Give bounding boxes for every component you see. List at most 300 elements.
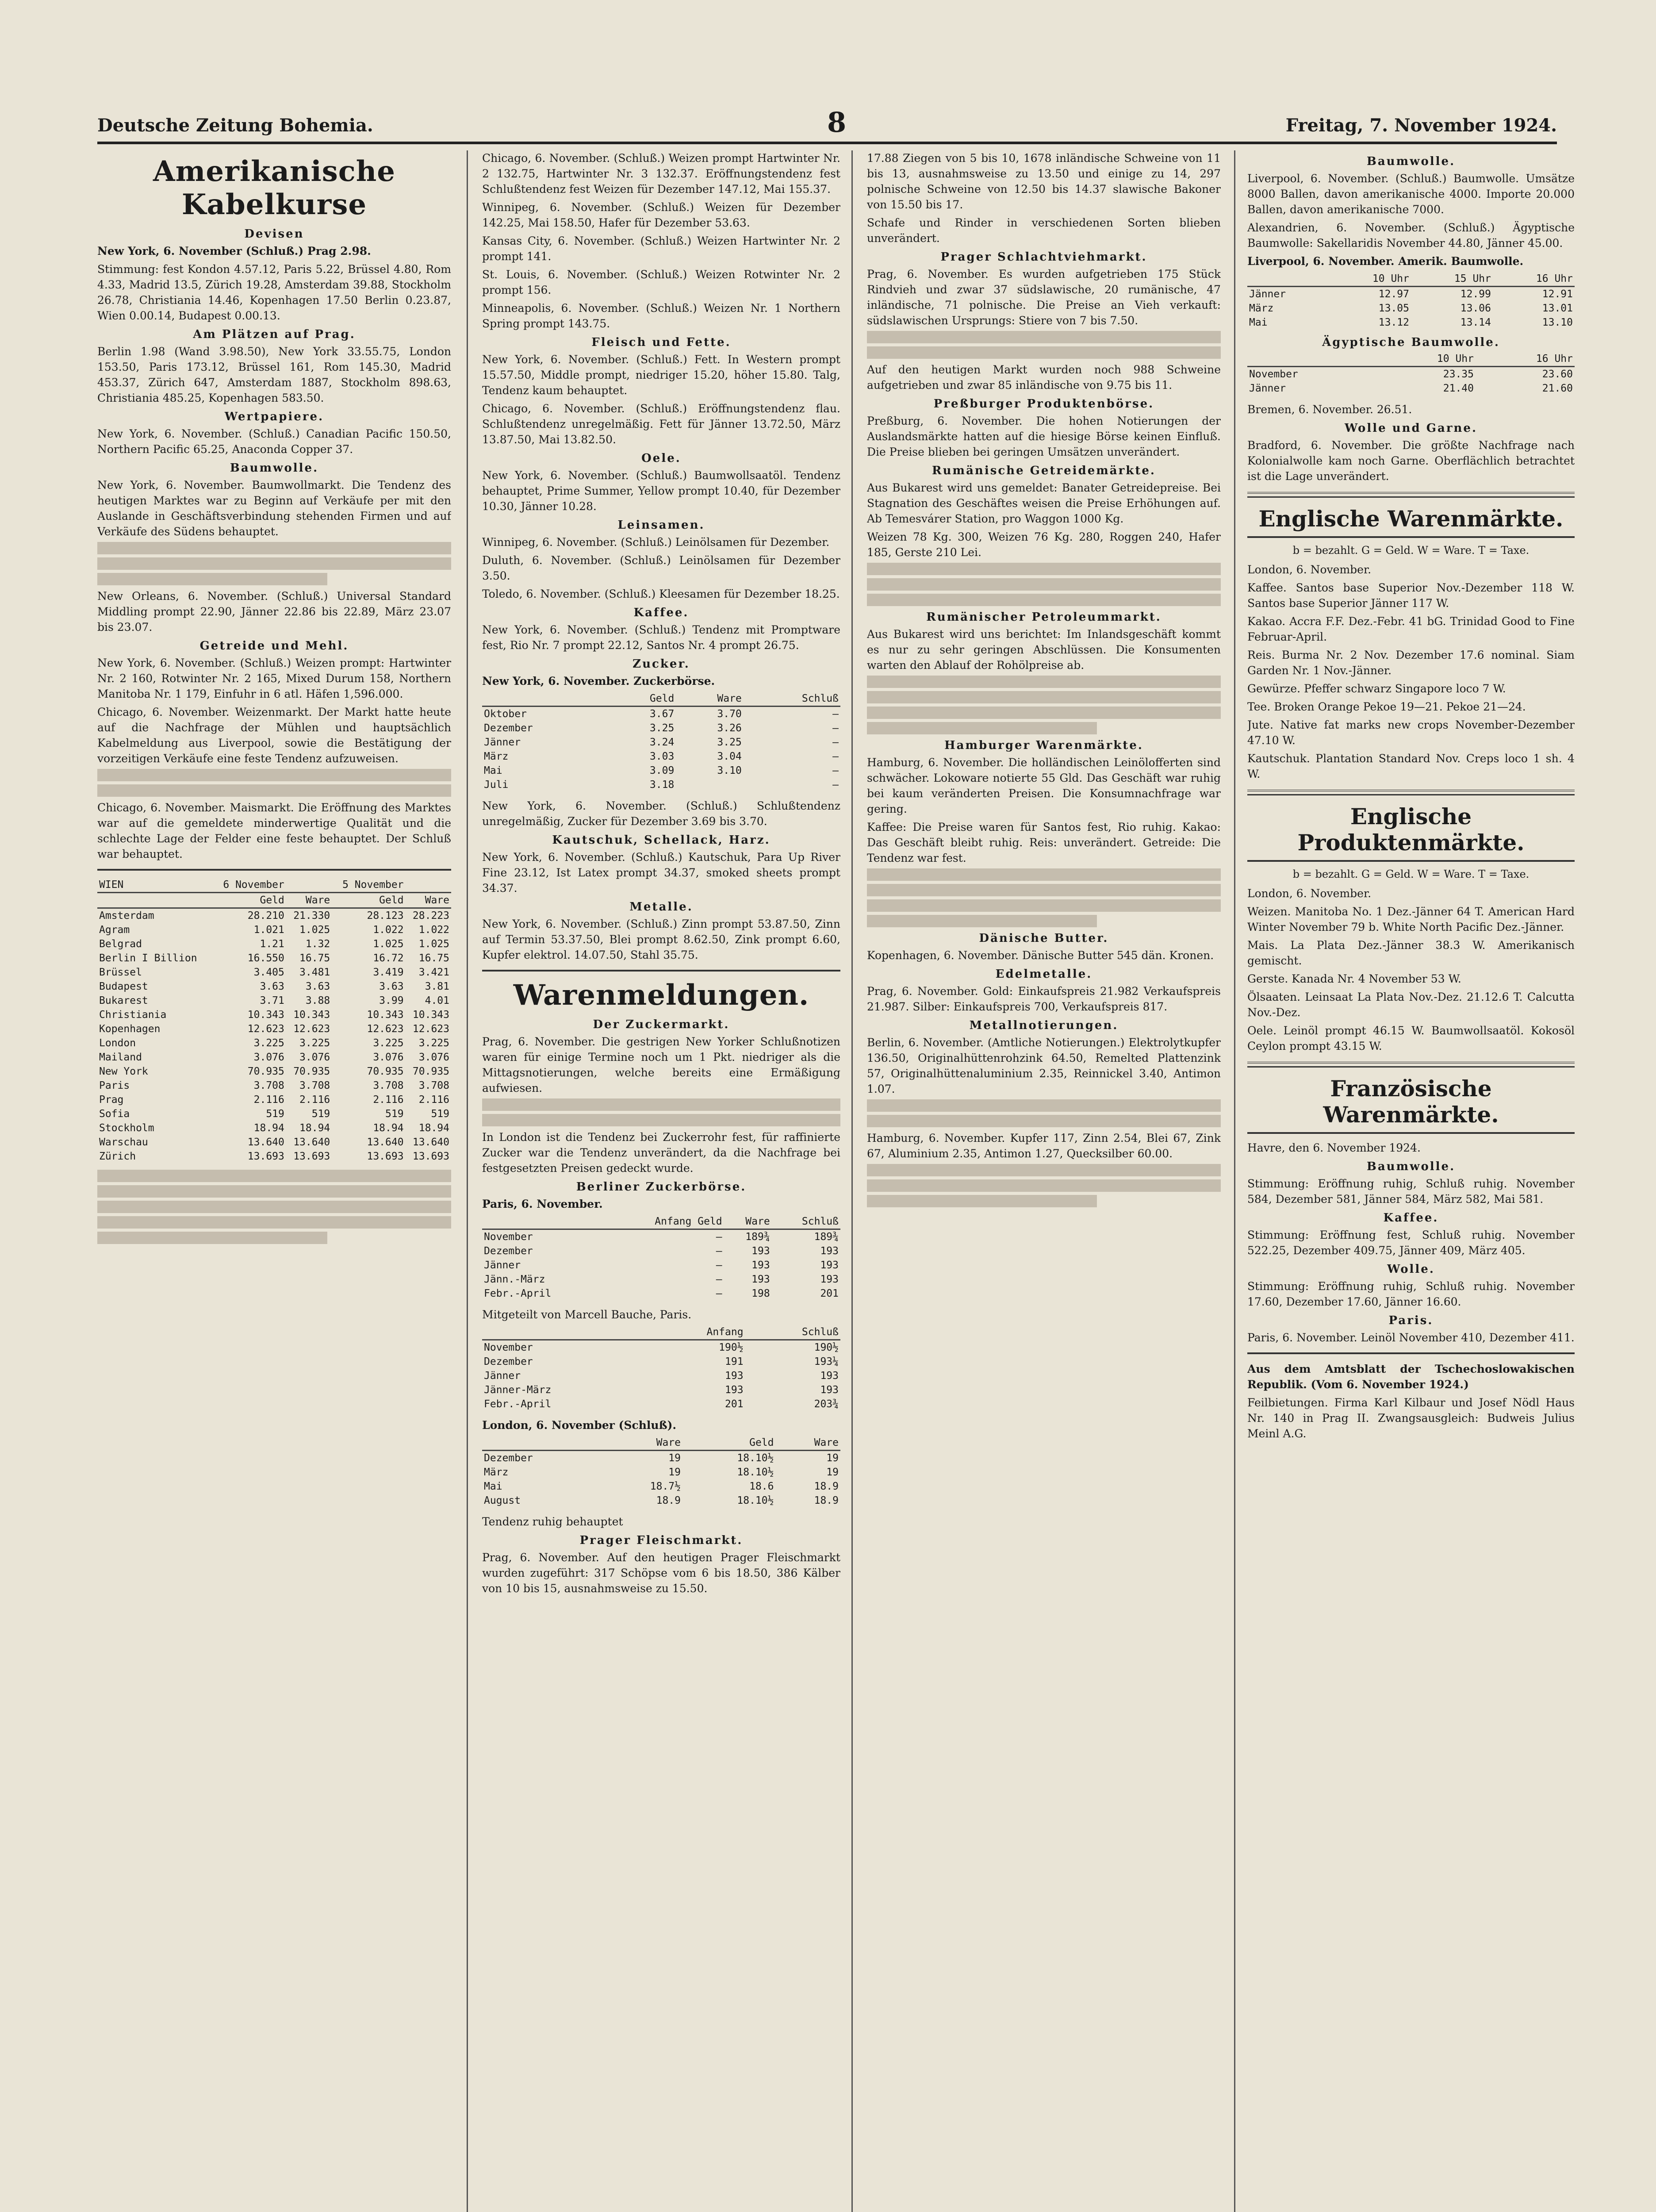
table-cell: 1.022 <box>418 924 449 936</box>
table-cell: 18.9 <box>656 1495 681 1506</box>
table-cell: Jänner <box>1249 288 1286 300</box>
subsection-heading: Prager Fleischmarkt. <box>579 1534 743 1547</box>
illegible-text-line <box>97 1170 451 1182</box>
article-paragraph: Havre, den 6. November 1924. <box>1247 1141 1421 1154</box>
subsection-heading: Wolle und Garne. <box>1344 422 1478 435</box>
table-header-row <box>482 1214 840 1229</box>
table-cell: Warschau <box>99 1137 148 1148</box>
table-cell: 12.623 <box>367 1023 404 1035</box>
article-paragraph: New York, 6. November. Baumwollmarkt. Die Tendenz des heutigen Marktes war zu Beginn auf Verkäufe per mit den Auslande in Geschäftsverbindung stehenden Firmen und auf Verkäufe des Südens behauptet. <box>97 479 451 538</box>
table-cell: 16.550 <box>247 952 284 964</box>
table-cell: 3.225 <box>299 1037 330 1049</box>
article-paragraph: Chicago, 6. November. (Schluß.) Weizen prompt Hartwinter Nr. 2 132.75, Hartwinter Nr. 3 132.37. Eröffnungstendenz fest Schlußtendenz fest Weizen für Dezember 147.12, Mai 155.37. <box>482 152 840 196</box>
table-cell: 18.10½ <box>737 1452 774 1464</box>
table-row <box>97 1022 451 1036</box>
table-cell: Mai <box>484 1481 502 1492</box>
table-cell: 201 <box>725 1398 744 1410</box>
column-2 <box>482 150 840 1599</box>
table-cell: 18.9 <box>814 1481 839 1492</box>
table-cell: 13.640 <box>367 1137 404 1148</box>
article-paragraph: Stimmung: Eröffnung ruhig, Schluß ruhig. November 17.60, Dezember 17.60, Jänner 16.60. <box>1247 1280 1575 1308</box>
article-paragraph: Oele. Leinöl prompt 46.15 W. Baumwollsaatöl. Kokosöl Ceylon prompt 43.15 W. <box>1247 1024 1575 1052</box>
article-paragraph: Prag, 6. November. Die gestrigen New Yorker Schlußnotizen waren für einige Termine noch um 1 Pkt. niedriger als die Mittagsnotierungen, welche bereits eine Ermäßigung aufwiesen. <box>482 1035 840 1094</box>
table-row <box>482 1244 840 1258</box>
article-paragraph: Chicago, 6. November. Maismarkt. Die Eröffnung des Marktes war auf die gemeldete minderwertige Qualität und die schlechte Lage der Felder eine feste behauptet. Der Schluß war behauptet. <box>97 801 451 860</box>
table-header-cell: Ware <box>406 893 451 908</box>
table-cell: 10.343 <box>412 1009 449 1021</box>
illegible-text-line <box>97 1201 451 1213</box>
table-row <box>97 1093 451 1107</box>
subsection-heading: Rumänische Getreidemärkte. <box>932 464 1156 477</box>
illegible-text-line <box>867 1164 1221 1176</box>
table-cell: 2.116 <box>373 1094 404 1106</box>
table-body <box>97 908 451 1164</box>
table-cell: 13.12 <box>1378 317 1409 328</box>
table-cell: — <box>832 751 839 762</box>
illegible-text-line <box>97 769 451 781</box>
illegible-text-line <box>482 1114 840 1126</box>
article-paragraph: In London ist die Tendenz bei Zuckerrohr fest, für raffinierte Zucker war die Tendenz unverändert, da die Nachfrage bei festgesetzten Preisen gedeckt wurde. <box>482 1131 840 1175</box>
column-divider <box>851 150 853 2212</box>
table-cell: 3.225 <box>253 1037 284 1049</box>
table-cell: 191 <box>725 1356 744 1367</box>
table-cell: 1.025 <box>418 938 449 950</box>
table-cell: 13.05 <box>1378 303 1409 314</box>
table-cell: Budapest <box>99 981 148 992</box>
table-cell: Jänner <box>484 1370 521 1382</box>
table-header-row <box>97 878 451 893</box>
table-cell: 3.076 <box>253 1052 284 1063</box>
table-cell: 3.24 <box>649 737 675 748</box>
issue-date: Freitag, 7. November 1924. <box>1285 115 1557 136</box>
table-row <box>482 721 840 735</box>
table-cell: — <box>832 708 839 720</box>
subsection-heading: Kaffee. <box>633 606 689 619</box>
illegible-text-line <box>867 915 1097 927</box>
table-cell: 70.935 <box>247 1066 284 1077</box>
illegible-text-line <box>867 884 1221 896</box>
table-cell: 13.693 <box>293 1151 330 1162</box>
table-cell: 1.32 <box>305 938 330 950</box>
table-cell: 13.640 <box>293 1137 330 1148</box>
table-header-cell <box>482 1325 650 1340</box>
article-paragraph: Hamburg, 6. November. Kupfer 117, Zinn 2.54, Blei 67, Zink 67, Aluminium 2.35, Antimon 1.27, Quecksilber 60.00. <box>867 1132 1221 1160</box>
illegible-text-line <box>97 542 451 554</box>
table-cell: 193¼ <box>814 1356 839 1367</box>
table-cell: August <box>484 1495 521 1506</box>
table-header-cell: 16 Uhr <box>1493 272 1575 287</box>
table-cell: 3.10 <box>717 765 742 776</box>
table-header-cell: Ware <box>775 1436 840 1451</box>
table-cell: März <box>484 1467 509 1478</box>
table-row <box>97 1050 451 1064</box>
subsection-heading: Paris. <box>1388 1314 1434 1327</box>
table-cell: 12.91 <box>1542 288 1573 300</box>
illegible-text-line <box>867 691 1221 703</box>
table-cell: 3.708 <box>253 1080 284 1091</box>
article-paragraph: Mais. La Plata Dez.-Jänner 38.3 W. Amerikanisch gemischt. <box>1247 939 1575 967</box>
table-cell: 193 <box>725 1384 744 1396</box>
table-cell: Dezember <box>484 1356 533 1367</box>
table-header-cell: 15 Uhr <box>1411 272 1493 287</box>
table-cell: Dezember <box>484 1245 533 1257</box>
subsection-heading: Metallnotierungen. <box>969 1019 1119 1032</box>
table-cell: 193 <box>820 1245 839 1257</box>
table-cell: 12.623 <box>293 1023 330 1035</box>
table-row <box>1247 287 1575 302</box>
table-header-cell: Schluß <box>772 1214 840 1229</box>
table-row <box>482 1369 840 1383</box>
subsection-heading: Der Zuckermarkt. <box>593 1018 730 1031</box>
table-header-cell <box>482 1214 603 1229</box>
subsection-heading: Leinsamen. <box>617 518 705 532</box>
article-paragraph: Preßburg, 6. November. Die hohen Notierungen der Auslandsmärkte hatten auf die hiesige Börse keinen Einfluß. Die Preise blieben bei geringen Umsätzen unverändert. <box>867 415 1221 458</box>
table-cell: — <box>716 1245 722 1257</box>
table-cell: 3.225 <box>373 1037 404 1049</box>
table-cell: 18.94 <box>373 1122 404 1134</box>
table-cell: Mai <box>484 765 502 776</box>
table-cell: Dezember <box>484 1452 533 1464</box>
table-row <box>482 1355 840 1369</box>
article-paragraph: Weizen 78 Kg. 300, Weizen 76 Kg. 280, Roggen 240, Hafer 185, Gerste 210 Lei. <box>867 530 1221 559</box>
table-cell: 519 <box>431 1108 449 1120</box>
article-paragraph: Duluth, 6. November. (Schluß.) Leinölsamen für Dezember 3.50. <box>482 554 840 582</box>
article-paragraph: Bremen, 6. November. 26.51. <box>1247 403 1412 416</box>
table-cell: 10.343 <box>367 1009 404 1021</box>
article-paragraph: Kaffee: Die Preise waren für Santos fest, Rio ruhig. Kakao: Das Geschäft bleibt ruhig. Reis: unverändert. Getreide: Die Tendenz war fest. <box>867 821 1221 864</box>
table-cell: 193 <box>820 1384 839 1396</box>
subsection-heading: Berliner Zuckerbörse. <box>576 1180 747 1194</box>
article-paragraph: Reis. Burma Nr. 2 Nov. Dezember 17.6 nominal. Siam Garden Nr. 1 Nov.-Jänner. <box>1247 649 1575 677</box>
table-cell: 3.419 <box>373 967 404 978</box>
table-cell: 3.63 <box>260 981 284 992</box>
section-divider <box>482 970 840 972</box>
subsection-heading: Fleisch und Fette. <box>591 336 731 349</box>
article-paragraph: Liverpool, 6. November. (Schluß.) Baumwolle. Umsätze 8000 Ballen, davon amerikanische 4000. Importe 20.000 Ballen, davon amerikanische 7000. <box>1247 172 1575 216</box>
table-header-cell: Geld <box>213 893 286 908</box>
table-header-cell: 10 Uhr <box>1329 272 1411 287</box>
article-paragraph: New York, 6. November. (Schluß.) Canadian Pacific 150.50, Northern Pacific 65.25, Anaconda Copper 37. <box>97 427 451 456</box>
table-cell: 3.225 <box>418 1037 449 1049</box>
subsection-devisen: Devisen <box>244 227 304 241</box>
article-paragraph: New York, 6. November. (Schluß.) Zinn prompt 53.87.50, Zinn auf Termin 53.37.50, Blei prompt 8.62.50, Zink prompt 6.60, Kupfer elektrol. 14.07.50, Stahl 35.75. <box>482 918 840 961</box>
illegible-text-line <box>97 1185 451 1198</box>
article-paragraph: Aus Bukarest wird uns gemeldet: Banater Getreidepreise. Bei Stagnation des Geschäftes weisen die Preise Erhöhungen auf. Ab Temesvárer Station, pro Waggon 1000 Kg. <box>867 481 1221 525</box>
table-cell: Kopenhagen <box>99 1023 161 1035</box>
table-header-cell <box>97 893 213 908</box>
table-header-row <box>482 691 840 707</box>
table-cell: 13.640 <box>247 1137 284 1148</box>
article-paragraph: New Orleans, 6. November. (Schluß.) Universal Standard Middling prompt 22.90, Jänner 22.86 bis 22.89, März 23.07 bis 23.07. <box>97 590 451 634</box>
table-header-cell <box>482 1436 603 1451</box>
article-paragraph: New York, 6. November. (Schluß.) Baumwollsaatöl. Tendenz behauptet, Prime Summer, Yellow prompt 10.40, für Dezember 10.30, Jänner 10.28. <box>482 469 840 513</box>
article-paragraph: Kautschuk. Plantation Standard Nov. Creps loco 1 sh. 4 W. <box>1247 752 1575 780</box>
table-cell: 3.71 <box>260 995 284 1006</box>
table-cell: — <box>832 722 839 734</box>
article-paragraph: 17.88 Ziegen von 5 bis 10, 1678 inländische Schweine von 11 bis 13, ausnahmsweise zu 13.50 und einige zu 14, 297 polnische Schweine von 12.50 bis 14.37 slawische Bakoner von 15.50 bis 17. <box>867 152 1221 211</box>
table-cell: 13.14 <box>1460 317 1491 328</box>
table-header-cell: Schluß <box>744 691 840 707</box>
subsection-heading: Zucker. <box>632 657 690 671</box>
table-body <box>482 707 840 792</box>
table-header-cell: Geld <box>332 893 405 908</box>
article-paragraph: New York, 6. November. (Schluß.) Tendenz mit Promptware fest, Rio Nr. 7 prompt 22.12, Santos Nr. 4 prompt 26.75. <box>482 623 840 652</box>
table-header-row <box>1247 272 1575 287</box>
article-paragraph: Gewürze. Pfeffer schwarz Singapore loco 7 W. <box>1247 682 1506 695</box>
table-row <box>482 1494 840 1508</box>
table-cell: 10.343 <box>247 1009 284 1021</box>
subsection-heading: Kautschuk, Schellack, Harz. <box>552 833 770 847</box>
table-cell: Juli <box>484 779 509 791</box>
abbreviation-legend: b = bezahlt. G = Geld. W = Ware. T = Taxe. <box>1292 544 1530 557</box>
table-cell: Oktober <box>484 708 527 720</box>
article-paragraph: Chicago, 6. November. Weizenmarkt. Der Markt hatte heute auf die Nachfrage der Mühlen und hauptsächlich Kabelmeldung aus Liverpool, sowie die Bestätigung der vorzeitigen Verkäufe eine feste Tendenz aufzuweisen. <box>97 706 451 765</box>
article-paragraph: London, 6. November. <box>1247 563 1372 576</box>
masthead-label: Deutsche Zeitung Bohemia. <box>97 115 373 136</box>
table-cell: 10.343 <box>293 1009 330 1021</box>
subsection-heading: Baumwolle. <box>1366 1160 1456 1173</box>
table-cell: 13.06 <box>1460 303 1491 314</box>
table-cell: 18.10½ <box>737 1467 774 1478</box>
page-number: 8 <box>827 106 847 138</box>
section-title-french-goods: Französische Warenmärkte. <box>1247 1075 1575 1134</box>
table-cell: 2.116 <box>253 1094 284 1106</box>
table-cell: 21.60 <box>1542 383 1573 394</box>
table-row <box>482 1383 840 1397</box>
table-cell: 201 <box>820 1288 839 1299</box>
table-header-cell: 10 Uhr <box>1376 352 1476 367</box>
table-cell: Stockholm <box>99 1122 154 1134</box>
table-cell: 189¾ <box>814 1231 839 1243</box>
table-cell: 3.481 <box>299 967 330 978</box>
table-cell: Jänn.-März <box>484 1274 545 1285</box>
table-row <box>1247 367 1575 382</box>
table-cell: 3.076 <box>418 1052 449 1063</box>
table-cell: 190½ <box>814 1342 839 1353</box>
table-header-cell: 5 November <box>332 878 405 893</box>
article-paragraph: Ölsaaten. Leinsaat La Plata Nov.-Dez. 21.12.6 T. Calcutta Nov.-Dez. <box>1247 991 1575 1019</box>
article-paragraph: Toledo, 6. November. (Schluß.) Kleesamen für Dezember 18.25. <box>482 588 840 600</box>
table-cell: 28.223 <box>412 910 449 922</box>
table-row <box>482 1258 840 1272</box>
article-paragraph: Aus Bukarest wird uns berichtet: Im Inlandsgeschäft kommt es nur zu sehr geringen Abschlüssen. Die Konsumenten warten den Ablauf der Rohölpreise ab. <box>867 628 1221 672</box>
subsection-heading: Wolle. <box>1387 1263 1435 1276</box>
illegible-text-line <box>867 346 1221 359</box>
table-cell: 12.623 <box>247 1023 284 1035</box>
table-cell: Jänner <box>484 1260 521 1271</box>
table-cell: 3.18 <box>649 779 675 791</box>
subsection-heading: Dänische Butter. <box>979 932 1109 945</box>
subsection-heading: Preßburger Produktenbörse. <box>933 397 1154 411</box>
illegible-text-line <box>867 331 1221 343</box>
article-paragraph: Weizen. Manitoba No. 1 Dez.-Jänner 64 T. American Hard Winter November 79 b. White North Pacific Dez.-Jänner. <box>1247 905 1575 933</box>
article-paragraph: Prag, 6. November. Es wurden aufgetrieben 175 Stück Rindvieh und zwar 37 südslawische, 20 rumänische, 47 inländische, 71 polnische. Die Preise an Vieh verkauft: südslawischen Ursprungs: Stiere von 7 bis 7.50. <box>867 268 1221 327</box>
table-cell: 3.708 <box>373 1080 404 1091</box>
table-row <box>97 1008 451 1022</box>
table-row <box>97 1036 451 1050</box>
table-header-cell: Ware <box>603 1436 682 1451</box>
table-header-cell <box>1247 272 1329 287</box>
table-row <box>482 1465 840 1479</box>
section-title-english-products: Englische Produktenmärkte. <box>1247 803 1575 862</box>
table-cell: 519 <box>385 1108 404 1120</box>
subsection-heading: Am Plätzen auf Prag. <box>193 328 356 341</box>
table-cell: — <box>832 779 839 791</box>
table-cell: 3.63 <box>305 981 330 992</box>
table-cell: 12.623 <box>412 1023 449 1035</box>
table-cell: 16.75 <box>299 952 330 964</box>
table-header-row <box>482 1436 840 1451</box>
article-paragraph: Prag, 6. November. Auf den heutigen Prager Fleischmarkt wurden zugeführt: 317 Schöpse vom 6 bis 18.50, 386 Kälber von 10 bis 15, ausnahmsweise zu 15.50. <box>482 1551 840 1595</box>
illegible-text-line <box>867 1099 1221 1112</box>
subsection-heading: Getreide und Mehl. <box>199 639 349 653</box>
table-row <box>97 908 451 923</box>
table-header-cell: Schluß <box>745 1325 840 1340</box>
subsection-heading: Wertpapiere. <box>224 410 324 423</box>
table-cell: 190½ <box>719 1342 744 1353</box>
table-row <box>97 1079 451 1093</box>
section-title-cable-rates: Amerikanische Kabelkurse <box>153 155 396 221</box>
table-cell: 193 <box>751 1274 770 1285</box>
article-paragraph: Kaffee. Santos base Superior Nov.-Dezember 118 W. Santos base Superior Jänner 117 W. <box>1247 581 1575 610</box>
article-paragraph: St. Louis, 6. November. (Schluß.) Weizen Rotwinter Nr. 2 prompt 156. <box>482 268 840 296</box>
table-cell: 3.708 <box>418 1080 449 1091</box>
illegible-text-line <box>867 578 1221 591</box>
article-paragraph: Stimmung: fest Kondon 4.57.12, Paris 5.22, Brüssel 4.80, Rom 4.33, Madrid 13.5, Zürich 19.28, Amsterdam 39.88, Stockholm 26.78, Christiania 14.46, Kopenhagen 17.50 Berlin 0.23.87, Wien 0.00.14, Budapest 0.00.13. <box>97 263 451 322</box>
table-cell: 16.75 <box>418 952 449 964</box>
abbreviation-legend: b = bezahlt. G = Geld. W = Ware. T = Taxe. <box>1292 868 1530 880</box>
table-cell: 3.63 <box>379 981 404 992</box>
table-row <box>97 979 451 994</box>
table-cell: 13.10 <box>1542 317 1573 328</box>
table-cell: November <box>484 1342 533 1353</box>
table-header-cell: 6 November <box>213 878 286 893</box>
article-paragraph: Tee. Broken Orange Pekoe 19—21. Pekoe 21—24. <box>1247 700 1526 713</box>
table-cell: 19 <box>826 1467 839 1478</box>
table-cell: 13.693 <box>367 1151 404 1162</box>
table-row <box>1247 381 1575 396</box>
table-row <box>482 1397 840 1411</box>
illegible-text-line <box>867 899 1221 912</box>
table-cell: — <box>716 1260 722 1271</box>
article-paragraph: Feilbietungen. Firma Karl Kilbaur und Josef Nödl Haus Nr. 140 in Prag II. Zwangsausgleich: Budweis Julius Meinl A.G. <box>1247 1396 1575 1440</box>
vienna-exchange-table <box>97 878 451 1164</box>
table-header-cell: Anfang Geld <box>603 1214 724 1229</box>
table-row <box>97 937 451 951</box>
illegible-text-line <box>867 1179 1221 1192</box>
table-row <box>97 965 451 979</box>
table-cell: — <box>716 1274 722 1285</box>
article-paragraph: Kansas City, 6. November. (Schluß.) Weizen Hartwinter Nr. 2 prompt 141. <box>482 234 840 263</box>
table-cell: 1.21 <box>260 938 284 950</box>
table-row <box>97 1107 451 1121</box>
table-note: Tendenz ruhig behauptet <box>482 1515 623 1528</box>
subsection-heading: Ägyptische Baumwolle. <box>1322 336 1500 349</box>
table-caption: London, 6. November (Schluß). <box>482 1419 677 1432</box>
article-paragraph: New York, 6. November. (Schluß.) Weizen prompt: Hartwinter Nr. 2 160, Rotwinter Nr. 2 165, Mixed Durum 158, Northern Manitoba Nr. 1 179, Einfuhr in 6 atl. Häfen 1,596.000. <box>97 657 451 700</box>
table-cell: 2.116 <box>418 1094 449 1106</box>
table-cell: 18.94 <box>418 1122 449 1134</box>
table-cell: November <box>484 1231 533 1243</box>
london-sugar-table <box>482 1436 840 1508</box>
subsection-heading: Oele. <box>641 452 681 465</box>
table-cell: 18.6 <box>749 1481 774 1492</box>
article-paragraph: Kakao. Accra F.F. Dez.-Febr. 41 bG. Trinidad Good to Fine Februar-April. <box>1247 615 1575 643</box>
article-paragraph: Auf den heutigen Markt wurden noch 988 Schweine aufgetrieben und zwar 85 inländische von 9.75 bis 11. <box>867 363 1221 392</box>
section-divider <box>1247 1352 1575 1354</box>
table-cell: 203¾ <box>814 1398 839 1410</box>
table-header-cell: Ware <box>724 1214 772 1229</box>
table-body <box>482 1451 840 1508</box>
article-paragraph: Stimmung: Eröffnung ruhig, Schluß ruhig. November 584, Dezember 581, Jänner 584, März 582, Mai 581. <box>1247 1177 1575 1206</box>
table-cell: 193 <box>820 1260 839 1271</box>
article-paragraph: Kopenhagen, 6. November. Dänische Butter 545 dän. Kronen. <box>867 949 1214 962</box>
illegible-text-line <box>867 1195 1097 1207</box>
table-cell: 1.021 <box>253 924 284 936</box>
table-cell: 18.9 <box>814 1495 839 1506</box>
table-cell: 3.03 <box>649 751 675 762</box>
sugar-exchange-table <box>482 691 840 792</box>
table-cell: 18.10½ <box>737 1495 774 1506</box>
article-paragraph: Jute. Native fat marks new crops November-Dezember 47.10 W. <box>1247 718 1575 747</box>
paris-sugar-table-2 <box>482 1325 840 1411</box>
table-header-cell: 16 Uhr <box>1476 352 1575 367</box>
table-cell: 3.076 <box>299 1052 330 1063</box>
illegible-text-line <box>482 1098 840 1111</box>
table-cell: 19 <box>668 1467 681 1478</box>
illegible-text-line <box>867 722 1097 734</box>
table-cell: 3.09 <box>649 765 675 776</box>
table-caption: New York, 6. November. Zuckerbörse. <box>482 675 715 687</box>
table-cell: 18.7½ <box>650 1481 681 1492</box>
article-paragraph: Bradford, 6. November. Die größte Nachfrage nach Kolonialwolle kam noch Garne. Oberflächlich betrachtet ist die Lage unverändert. <box>1247 439 1575 483</box>
table-header-cell: Geld <box>609 691 676 707</box>
table-row <box>482 1340 840 1355</box>
table-cell: Brüssel <box>99 967 142 978</box>
table-cell: 21.330 <box>293 910 330 922</box>
table-cell: Febr.-April <box>484 1398 552 1410</box>
table-cell: 16.72 <box>373 952 404 964</box>
table-cell: 3.99 <box>379 995 404 1006</box>
table-header-cell <box>482 691 609 707</box>
table-cell: 13.640 <box>412 1137 449 1148</box>
table-cell: 19 <box>826 1452 839 1464</box>
table-cell: 3.708 <box>299 1080 330 1091</box>
table-cell: Jänner-März <box>484 1384 552 1396</box>
table-cell: 3.25 <box>717 737 742 748</box>
article-paragraph: Berlin, 6. November. (Amtliche Notierungen.) Elektrolytkupfer 136.50, Originalhüttenrohzink 64.50, Remelted Plattenzink 57, Originalhüttenaluminium 2.35, Reinnickel 3.40, Antimon 1.07. <box>867 1036 1221 1095</box>
table-body <box>482 1229 840 1301</box>
table-cell: 193 <box>820 1370 839 1382</box>
table-header-cell: WIEN <box>97 878 213 893</box>
table-cell: 3.26 <box>717 722 742 734</box>
table-cell: Mailand <box>99 1052 142 1063</box>
table-cell: 13.693 <box>247 1151 284 1162</box>
article-paragraph: Winnipeg, 6. November. (Schluß.) Leinölsamen für Dezember. <box>482 536 830 549</box>
table-cell: 13.693 <box>412 1151 449 1162</box>
table-cell: 70.935 <box>412 1066 449 1077</box>
table-cell: 28.123 <box>367 910 404 922</box>
subsection-heading: Metalle. <box>629 900 693 914</box>
table-cell: 3.70 <box>717 708 742 720</box>
table-cell: 193 <box>751 1245 770 1257</box>
table-header-cell <box>286 878 332 893</box>
article-paragraph: New York, 6. November. (Schluß.) Kautschuk, Para Up River Fine 23.12, Ist Latex prompt 34.37, smoked sheets prompt 34.37. <box>482 851 840 895</box>
column-divider <box>467 150 468 2212</box>
table-header-cell: Ware <box>676 691 744 707</box>
table-cell: Mai <box>1249 317 1268 328</box>
table-cell: März <box>484 751 509 762</box>
